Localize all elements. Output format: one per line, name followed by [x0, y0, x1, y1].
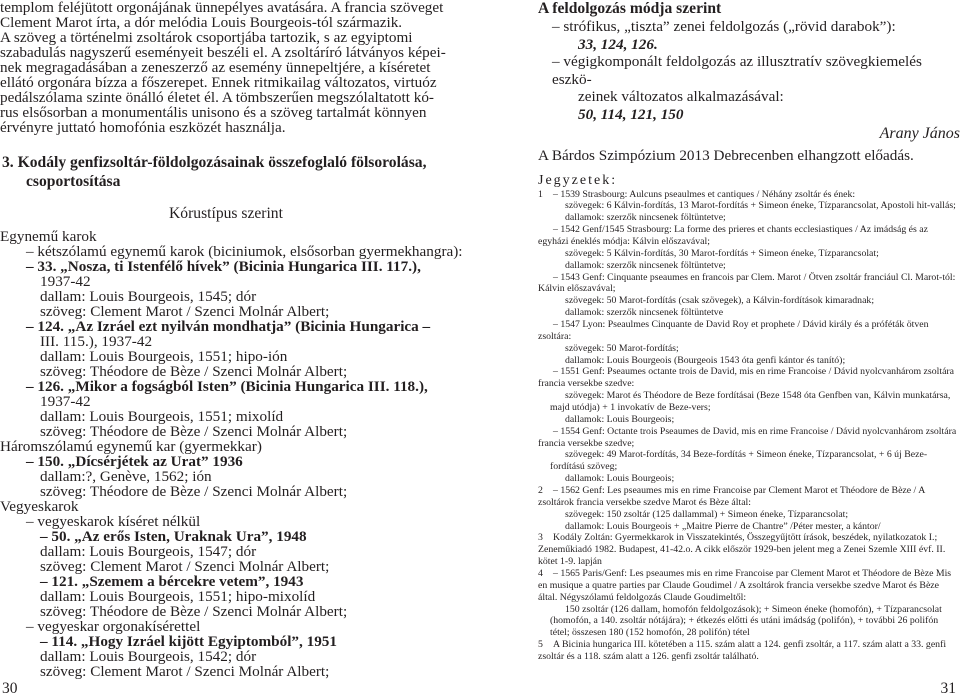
footnote-text: A Bicinia hungarica III. kötetében a 115. szám alatt a 124. genfi zsoltár, a 117. szám alatt a 33. genfi zsoltár és a 118. szám alatt a 126. genfi zsoltár található. [538, 639, 947, 663]
footnotes-label: Jegyzetek: [538, 172, 618, 188]
footnote-entry [538, 272, 960, 296]
section-title: 3. Kodály genfizsoltár-földolgozásainak összefoglaló fölsorolása, csoportosítása [2, 154, 427, 190]
footnote-entry [538, 449, 960, 473]
footnote-text: – 1554 Genf: Octante trois Pseaumes de David, mis en rime Francoise / Dávid nyolcvanhárom zsoltára francia versekbe szedve; [538, 425, 957, 449]
arrangement-line: – strófikus, „tiszta” zenei feldolgozás („rövid darabok”): [552, 18, 896, 35]
list-line: III. 115.), 1937-42 [40, 333, 153, 350]
footnote-text: dallamok: szerzők nincsenek föltüntetve; [565, 212, 726, 224]
arrangement-heading: A feldolgozás módja szerint [538, 0, 722, 17]
list-line: 1937-42 [40, 273, 91, 290]
footnote-entry [538, 295, 960, 307]
footnote-text: – 1551 Genf: Pseaumes octante trois de David, mis en rime Francoise / Dávid nyolcvanhárom zsoltára francia versekbe szedve: [538, 366, 955, 390]
list-line: Vegyeskarok [0, 498, 79, 515]
footnote-text: 150 zsoltár (126 dallam, homofón feldolgozások); + Simeon éneke (homofón), + Tízparancsolat (homofón, a 140. zsoltár nótájára); + étkezés előtti és utáni imádság (polifón), + további 26 polifón tétel; összesen 180 (152 homofón, 28 polifón) tétel [550, 603, 942, 639]
footnote-entry [538, 604, 960, 640]
list-line: dallam: Louis Bourgeois, 1551; mixolíd [40, 408, 284, 425]
footnote-number: 2 [538, 484, 543, 496]
intro-line: templom feléjütott orgonájának ünnepélyes avatására. A francia szöveget [0, 0, 444, 16]
footnote-entry [538, 366, 960, 390]
arrangement-line: 50, 114, 121, 150 [578, 105, 684, 123]
footnote-entry [538, 248, 960, 260]
footnote-entry [538, 260, 960, 272]
list-line: dallam: Louis Bourgeois, 1551; hipo-mixolíd [40, 588, 316, 605]
list-line: Háromszólamú egynemű kar (gyermekkar) [0, 438, 262, 455]
footnote-text: dallamok: Louis Bourgeois + „Maitre Pierre de Chantre” /Péter mester, a kántor/ [565, 520, 881, 532]
footnote-entry [538, 568, 960, 604]
footnote-text: szövegek: 150 zsoltár (125 dallammal) + Simeon éneke, Tízparancsolat; [565, 508, 849, 520]
list-line: dallam: Louis Bourgeois, 1547; dór [40, 543, 257, 560]
list-line: Egynemű karok [0, 228, 97, 245]
author-name: Arany János [879, 125, 960, 142]
list-line: – 124. „Az Izráel ezt nyilván mondhatja” (Bicinia Hungarica – [26, 318, 431, 335]
arrangement-list [538, 18, 960, 123]
footnote-entry [538, 390, 960, 414]
footnote-entry [538, 212, 960, 224]
footnote-entry [538, 200, 960, 212]
page-number-right: 31 [940, 680, 956, 697]
footnote-entry [538, 473, 960, 485]
footnote-entry [538, 426, 960, 450]
intro-line: ellátó orgonára bízza a főszerepet. Ennek ritmikailag változatos, virtuóz [0, 74, 437, 91]
footnote-entry [538, 355, 960, 367]
footnote-entry [538, 532, 960, 568]
footnote-text: szövegek: Marot és Théodore de Beze fordításai (Beze 1548 óta Genfben van, Kálvin munkatársa, majd utódja) + 1 invokatív de Beze-vers; [550, 390, 951, 413]
list-line: dallam: Louis Bourgeois, 1542; dór [40, 648, 257, 665]
footnote-entry [538, 224, 960, 248]
intro-line: szabadulás nagyszerű eseményeit beszéli el. A zsoltáríró látványos képei- [0, 44, 446, 61]
footnote-text: szövegek: 50 Marot-fordítás; [565, 342, 679, 354]
list-line: – 114. „Hogy Izráel kijött Egyiptomból”, 1951 [40, 633, 337, 650]
intro-line: A szöveg a történelmi zsoltárok csoportjába tartozik, s az egyiptomi [0, 29, 413, 46]
footnote-entry [538, 485, 960, 509]
list-line: szöveg: Clement Marot / Szenci Molnár Albert; [40, 663, 330, 680]
subheading: Kórustípus szerint [169, 205, 283, 222]
footnote-text: – 1542 Genf/1545 Strasbourg: La forme des prieres et chants ecclesiastiques / Az imádság és az egyházi éneklés módja: Kálvin előszavával; [538, 224, 928, 247]
intro-paragraph [0, 0, 452, 135]
list-line: – 126. „Mikor a fogságból Isten” (Bicinia Hungarica III. 118.), [26, 378, 428, 395]
list-line: – vegyeskar orgonakísérettel [26, 618, 201, 635]
footnote-entry [538, 414, 960, 426]
note-line: A Bárdos Szimpózium 2013 Debrecenben elhangzott előadás. [538, 147, 914, 164]
footnote-entry [538, 343, 960, 355]
list-line: – 150. „Dícsérjétek az Urat” 1936 [26, 453, 243, 470]
right-page [538, 0, 960, 663]
intro-line: Clement Marot írta, a dór melódia Louis Bourgeois-tól származik. [0, 14, 403, 31]
footnote-number: 3 [538, 532, 543, 544]
footnote-text: szövegek: 49 Marot-fordítás, 34 Beze-fordítás + Simeon éneke, Tízparancsolat, + 6 új Beze-fordítású szöveg; [550, 449, 928, 473]
arrangement-line: 33, 124, 126. [578, 35, 658, 53]
list-line: 1937-42 [40, 393, 91, 410]
footnote-text: szövegek: 5 Kálvin-fordítás, 30 Marot-fordítás + Simeon éneke, Tízparancsolat; [565, 247, 879, 259]
list-line: szöveg: Théodore de Bèze / Szenci Molnár Albert; [40, 483, 348, 500]
footnote-text: dallamok: Louis Bourgeois; [565, 473, 675, 485]
footnote-entry [538, 639, 960, 663]
footnote-entry [538, 521, 960, 533]
footnote-entry [538, 509, 960, 521]
list-line: szöveg: Clement Marot / Szenci Molnár Albert; [40, 303, 330, 320]
footnote-entry [538, 319, 960, 343]
list-line: dallam: Louis Bourgeois, 1545; dór [40, 288, 257, 305]
footnote-text: – 1543 Genf: Cinquante pseaumes en francois par Clem. Marot / Ötven zsoltár franciául Cl. Marot-tól: Kálvin előszavával; [538, 271, 956, 295]
list-line: – kétszólamú egynemű karok (biciniumok, elsősorban gyermekhangra): [26, 243, 463, 260]
footnote-text: – 1562 Genf: Les pseaumes mis en rime Francoise par Clement Marot et Théodore de Bèze / A zsoltárok francia versekbe szedve Marot és Bèze által: [538, 484, 925, 508]
list-line: szöveg: Clement Marot / Szenci Molnár Albert; [40, 558, 330, 575]
footnote-entry [538, 189, 960, 201]
footnote-text: szövegek: 6 Kálvin-fordítás, 13 Marot-fordítás + Simeon éneke, Tízparancsolat, Apostoli hit-vallás; [565, 200, 956, 212]
page-number-left: 30 [2, 680, 18, 697]
footnote-number: 1 [538, 188, 543, 200]
intro-line: érvényre juttató homofónia eszközét használja. [0, 119, 286, 136]
list-line: szöveg: Théodore de Bèze / Szenci Molnár Albert; [40, 363, 348, 380]
footnote-text: dallamok: Louis Bourgeois (Bourgeois 1543 óta genfi kántor és tanító); [565, 354, 846, 366]
footnotes [538, 189, 960, 663]
footnote-text: Kodály Zoltán: Gyermekkarok in Visszatekintés, Összegyűjtött írások, beszédek, nyilatkozatok I.; Zeneműkiadó 1982. Budapest, 41-42.o. A cikk először 1929-ben jelent meg a Zenei Szemle XIII évf. II. kötet 1-9. lapján [538, 532, 946, 568]
arrangement-line: zeinek változatos alkalmazásával: [578, 88, 784, 105]
footnote-number: 4 [538, 568, 543, 579]
list-line: szöveg: Théodore de Bèze / Szenci Molnár Albert; [40, 423, 348, 440]
intro-line: nek megragadásában a zeneszerző az esemény ünnepeltjére, a kíséretet [0, 59, 431, 76]
footnote-text: szövegek: 50 Marot-fordítás (csak szövegek), a Kálvin-fordítások kimaradnak; [565, 295, 875, 307]
footnote-number: 5 [538, 639, 543, 651]
list-line: dallam:?, Genève, 1562; ión [40, 468, 212, 485]
list-line: – 50. „Az erős Isten, Uraknak Ura”, 1948 [40, 528, 307, 545]
footnote-text: – 1539 Strasbourg: Aulcuns pseaulmes et cantiques / Néhány zsoltár és ének: [553, 188, 856, 200]
footnote-text: – 1547 Lyon: Pseaulmes Cinquante de David Roy et prophete / Dávid király és a próféták ötven zsoltára: [538, 318, 929, 342]
intro-line: pedálszólama szinte önálló életet él. A tömbszerűen megszólaltatott kó- [0, 89, 434, 106]
list-line: dallam: Louis Bourgeois, 1551; hipo-ión [40, 348, 288, 365]
choir-type-list [0, 228, 463, 680]
footnote-text: dallamok: szerzők nincsenek föltüntetve [565, 307, 724, 319]
footnote-text: dallamok: szerzők nincsenek föltüntetve; [565, 259, 726, 271]
footnote-entry [538, 307, 960, 319]
arrangement-line: – végigkomponált feldolgozás az illusztratív szövegkiemelés eszkö- [552, 53, 922, 88]
list-line: – vegyeskarok kíséret nélkül [26, 513, 201, 530]
footnote-text: – 1565 Paris/Genf: Les pseaumes mis en rime Francoise par Clement Marot et Théodore de Bèze Mis en musique a quatre parties par Claude Goudimel / A zsoltárok francia versekbe szedve Marot és Bèze által. Négyszólamú feldolgozás Claude Goudimeltől: [538, 568, 952, 603]
list-line: – 121. „Szemem a bércekre vetem”, 1943 [40, 573, 304, 590]
list-line: szöveg: Théodore de Bèze / Szenci Molnár Albert; [40, 603, 348, 620]
left-page [0, 0, 463, 680]
list-line: – 33. „Nosza, ti Istenfélő hívek” (Bicinia Hungarica III. 117.), [26, 258, 421, 275]
footnote-text: dallamok: Louis Bourgeois; [565, 413, 675, 425]
intro-line: rus elsősorban a monumentális unisono és a szöveg tartalmát könnyen [0, 104, 427, 121]
